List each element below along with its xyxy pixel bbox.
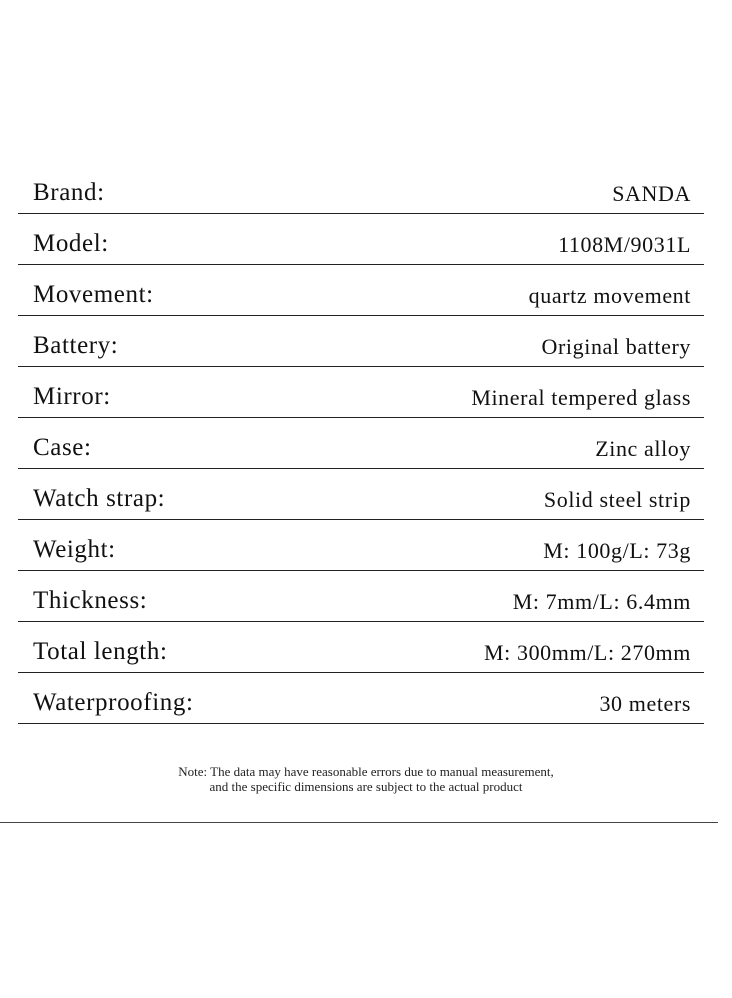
spec-row xyxy=(18,520,704,571)
spec-label: Thickness: xyxy=(33,587,148,614)
spec-row xyxy=(18,367,704,418)
spec-value: M: 100g/L: 73g xyxy=(543,538,691,563)
spec-value: 30 meters xyxy=(599,691,691,716)
divider xyxy=(0,822,718,823)
spec-value: Mineral tempered glass xyxy=(471,385,691,410)
spec-label: Waterproofing: xyxy=(33,689,194,716)
spec-value: Original battery xyxy=(541,334,691,359)
spec-label: Weight: xyxy=(33,536,116,563)
spec-row xyxy=(18,622,704,673)
spec-label: Mirror: xyxy=(33,383,111,410)
spec-table xyxy=(18,162,704,724)
spec-label: Battery: xyxy=(33,332,119,359)
note-line-1: Note: The data may have reasonable errors due to manual measurement, xyxy=(178,764,554,779)
spec-row xyxy=(18,571,704,622)
spec-row xyxy=(18,316,704,367)
spec-value: M: 300mm/L: 270mm xyxy=(484,640,691,665)
note-line-2: and the specific dimensions are subject to the actual product xyxy=(209,779,523,794)
spec-row xyxy=(18,469,704,520)
spec-value: SANDA xyxy=(612,180,691,206)
spec-row xyxy=(18,418,704,469)
spec-value: Solid steel strip xyxy=(543,487,691,512)
spec-value: M: 7mm/L: 6.4mm xyxy=(512,589,691,614)
spec-label: Total length: xyxy=(33,638,168,665)
spec-value: quartz movement xyxy=(528,283,691,308)
spec-row xyxy=(18,162,704,214)
spec-row xyxy=(18,265,704,316)
spec-label: Brand: xyxy=(33,178,105,206)
spec-label: Case: xyxy=(33,434,92,461)
spec-value: Zinc alloy xyxy=(595,436,691,461)
disclaimer-note xyxy=(0,764,732,794)
spec-label: Model: xyxy=(33,230,109,257)
spec-row xyxy=(18,214,704,265)
spec-value: 1108M/9031L xyxy=(558,232,691,257)
spec-row xyxy=(18,673,704,724)
spec-label: Watch strap: xyxy=(33,485,166,512)
spec-label: Movement: xyxy=(33,281,154,308)
